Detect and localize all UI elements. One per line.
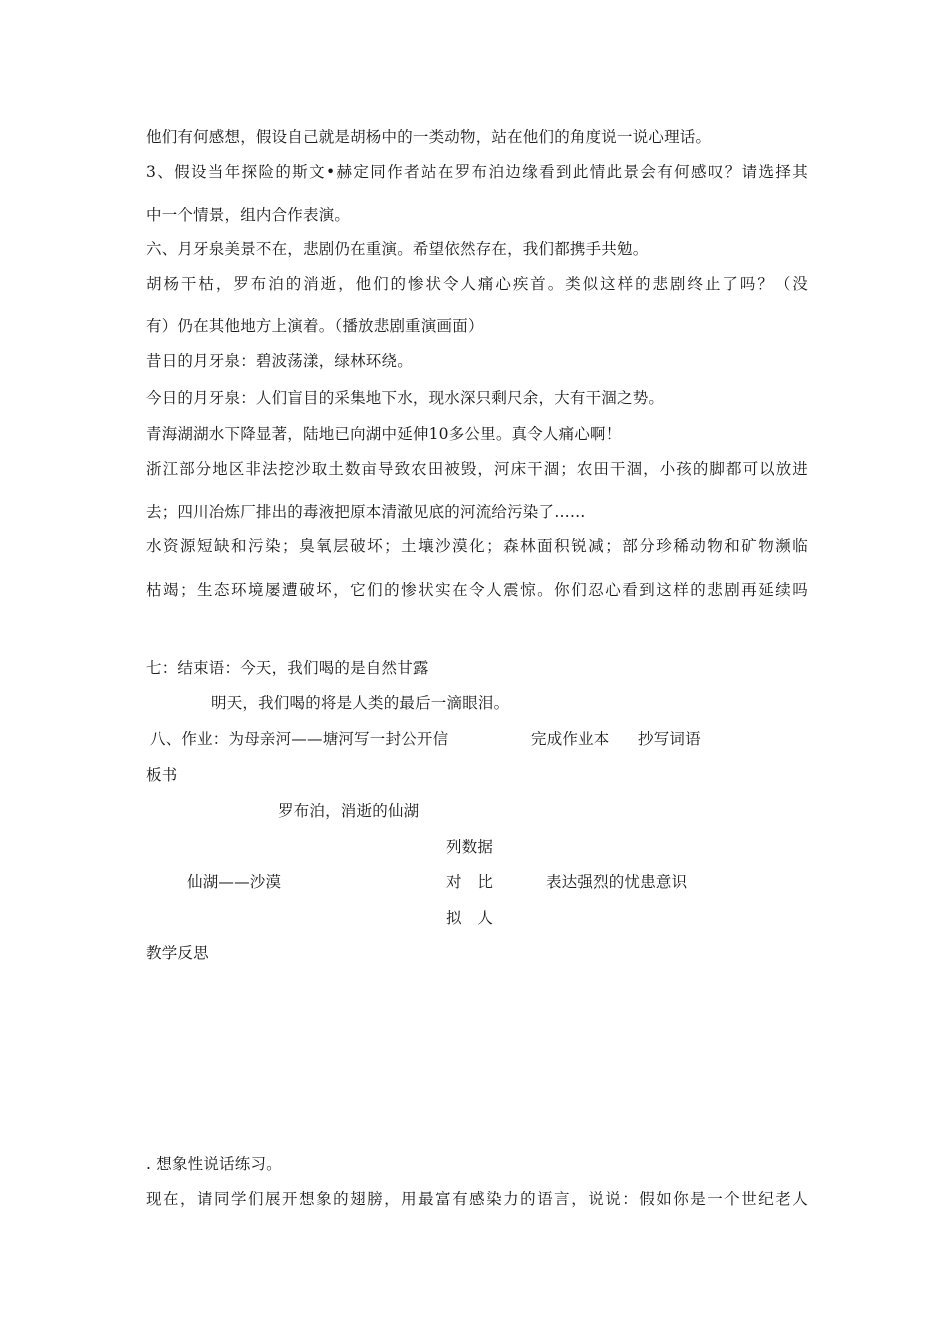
board-method: 列数据: [446, 838, 494, 856]
board-title: 罗布泊，消逝的仙湖: [278, 802, 420, 820]
paragraph-line: 3、假设当年探险的斯文•赫定同作者站在罗布泊边缘看到此情此景会有何感叹？请选择其: [146, 163, 808, 181]
homework-item: 抄写词语: [638, 730, 701, 748]
section-heading: 六、月牙泉美景不在，悲剧仍在重演。希望依然存在，我们都携手共勉。: [146, 240, 649, 258]
paragraph-line: 他们有何感想，假设自己就是胡杨中的一类动物，站在他们的角度说一说心理话。: [146, 128, 712, 146]
paragraph-line: 昔日的月牙泉：碧波荡漾，绿林环绕。: [146, 352, 413, 370]
board-method: 拟 人: [446, 909, 494, 927]
paragraph-line: 有）仍在其他地方上演着。（播放悲剧重演画面）: [146, 317, 484, 335]
paragraph-line: 明天，我们喝的将是人类的最后一滴眼泪。: [211, 694, 510, 712]
paragraph-line: 枯竭；生态环境屡遭破坏，它们的惨状实在令人震惊。你们忍心看到这样的悲剧再延续吗: [146, 581, 808, 599]
exercise-text: 现在，请同学们展开想象的翅膀，用最富有感染力的语言，说说：假如你是一个世纪老人: [146, 1190, 808, 1208]
paragraph-line: 今日的月牙泉：人们盲目的采集地下水，现水深只剩尺余，大有干涸之势。: [146, 389, 665, 407]
reflection-label: 教学反思: [146, 944, 209, 962]
paragraph-line: 浙江部分地区非法挖沙取土数亩导致农田被毁，河床干涸；农田干涸，小孩的脚都可以放进: [146, 460, 808, 478]
homework-heading: 八、作业：为母亲河——塘河写一封公开信: [150, 730, 449, 748]
paragraph-line: 水资源短缺和污染；臭氧层破坏；土壤沙漠化；森林面积锐减；部分珍稀动物和矿物濒临: [146, 537, 808, 555]
paragraph-line: 青海湖湖水下降显著，陆地已向湖中延伸10多公里。真令人痛心啊！: [146, 425, 622, 443]
board-label: 板书: [146, 766, 178, 784]
exercise-title: . 想象性说话练习。: [146, 1155, 282, 1173]
homework-item: 完成作业本: [531, 730, 610, 748]
paragraph-line: 中一个情景，组内合作表演。: [146, 206, 351, 224]
board-right: 表达强烈的忧患意识: [546, 873, 688, 891]
paragraph-line: 去；四川冶炼厂排出的毒液把原本清澈见底的河流给污染了……: [146, 503, 586, 521]
section-heading: 七：结束语：今天，我们喝的是自然甘露: [146, 659, 429, 677]
board-method: 对 比: [446, 873, 494, 891]
board-left: 仙湖——沙漠: [187, 873, 282, 891]
paragraph-line: 胡杨干枯，罗布泊的消逝，他们的惨状令人痛心疾首。类似这样的悲剧终止了吗？（没: [146, 275, 808, 293]
